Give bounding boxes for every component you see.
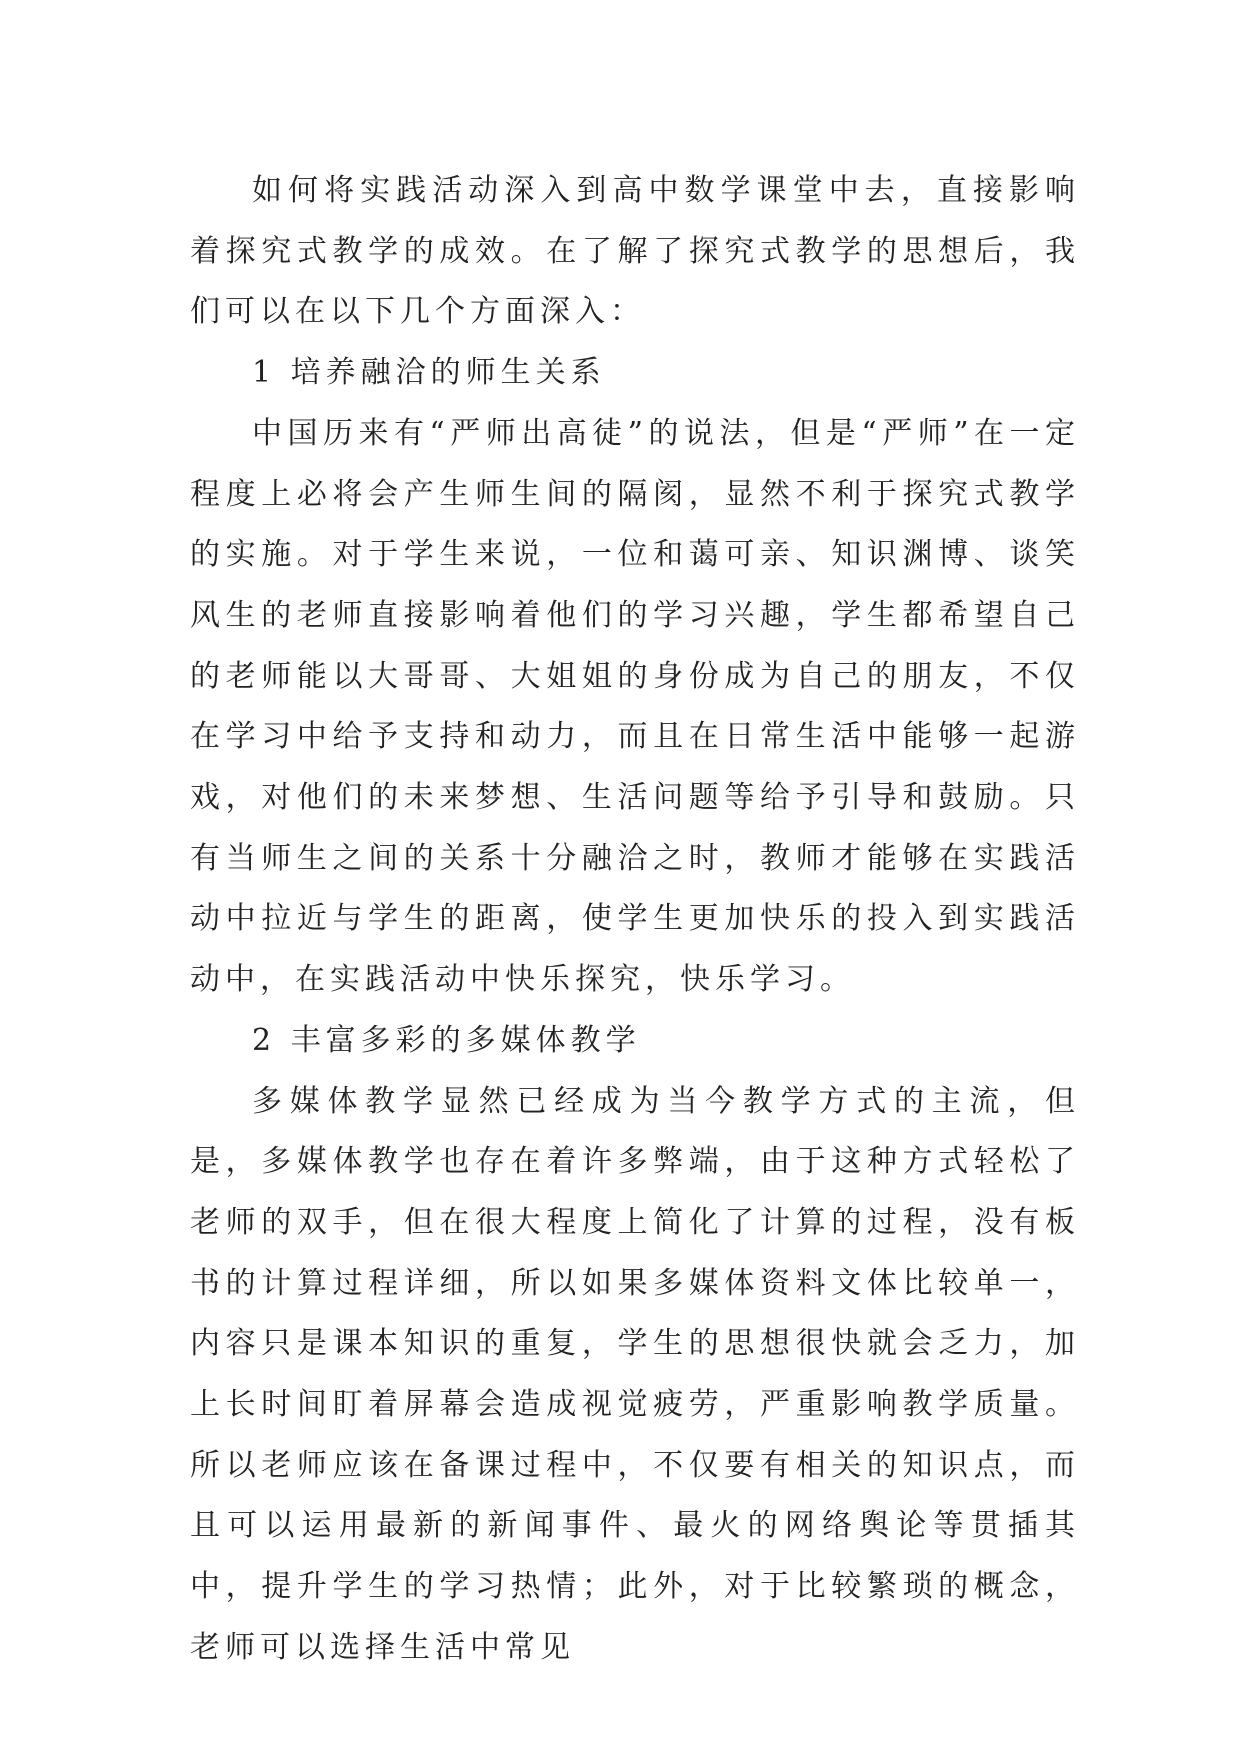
paragraph-multimedia-teaching: 多媒体教学显然已经成为当今教学方式的主流，但是，多媒体教学也存在着许多弊端，由于这种方式轻松了老师的双手，但在很大程度上简化了计算的过程，没有板书的计算过程详细，所以如果多媒体资料文体比较单一，内容只是课本知识的重复，学生的思想很快就会乏力，加上长时间盯着屏幕会造成视觉疲劳，严重影响教学质量。所以老师应该在备课过程中，不仅要有相关的知识点，而且可以运用最新的新闻事件、最火的网络舆论等贯插其中，提升学生的学习热情；此外，对于比较繁琐的概念，老师可以选择生活中常见 [190, 1083, 1080, 1665]
section-heading-2: 2 丰富多彩的多媒体教学 [252, 1022, 641, 1058]
paragraph-teacher-student-relationship: 中国历来有“严师出高徒”的说法，但是“严师”在一定程度上必将会产生师生间的隔阂，显然不利于探究式教学的实施。对于学生来说，一位和蔼可亲、知识渊博、谈笑风生的老师直接影响着他们的学习兴趣，学生都希望自己的老师能以大哥哥、大姐姐的身份成为自己的朋友，不仅在学习中给予支持和动力，而且在日常生活中能够一起游戏，对他们的未来梦想、生活问题等给予引导和鼓励。只有当师生之间的关系十分融洽之时，教师才能够在实践活动中拉近与学生的距离，使学生更加快乐的投入到实践活动中，在实践活动中快乐探究，快乐学习。 [190, 415, 1080, 998]
paragraph-intro: 如何将实践活动深入到高中数学课堂中去，直接影响着探究式教学的成效。在了解了探究式教学的思想后，我们可以在以下几个方面深入： [190, 173, 1080, 330]
section-heading-1: 1 培养融洽的师生关系 [252, 355, 606, 391]
document-page [190, 161, 1080, 1679]
